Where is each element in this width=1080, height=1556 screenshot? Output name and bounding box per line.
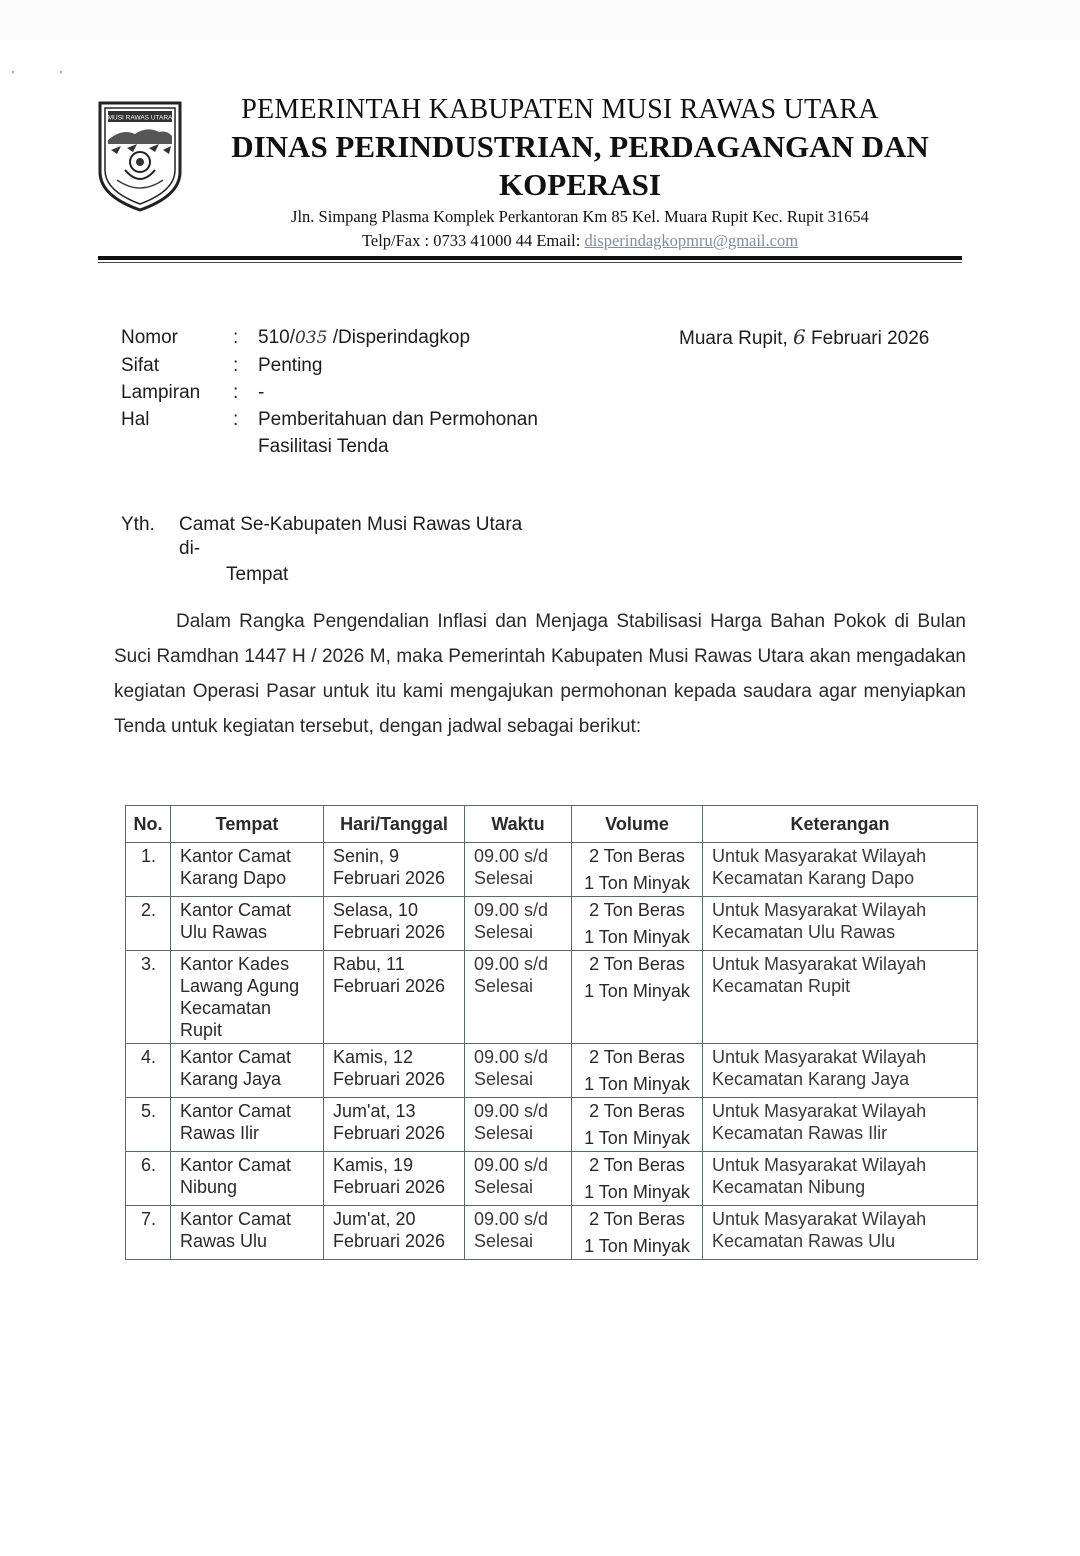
cell-tanggal-line: Februari 2026	[333, 1123, 446, 1143]
hal-value	[258, 406, 598, 460]
cell-volume-line: 1 Ton Minyak	[584, 1128, 690, 1148]
cell-tanggal	[324, 1044, 465, 1098]
cell-waktu-line: 09.00 s/d	[474, 1155, 549, 1175]
meta-row-nomor	[121, 324, 598, 352]
cell-keterangan	[703, 843, 978, 897]
agency-title-line1: DINAS PERINDUSTRIAN, PERDAGANGAN DAN	[231, 129, 929, 164]
cell-tanggal-line: Februari 2026	[333, 868, 446, 888]
cell-waktu-line: Selesai	[474, 922, 534, 942]
cell-keterangan	[703, 897, 978, 951]
nomor-value	[258, 324, 598, 352]
cell-waktu-line: 09.00 s/d	[474, 954, 549, 974]
date-month-year: Februari 2026	[805, 328, 930, 349]
table-row	[126, 1098, 978, 1152]
cell-waktu-line: Selesai	[474, 1123, 534, 1143]
colon: :	[233, 409, 239, 430]
cell-volume-line: 2 Ton Beras	[589, 1209, 685, 1229]
hal-line1: Pemberitahuan dan Permohonan	[258, 409, 538, 430]
table-row	[126, 1044, 978, 1098]
cell-tempat-line: Rupit	[180, 1020, 223, 1040]
cell-keterangan	[703, 1206, 978, 1260]
sifat-value: Penting	[258, 355, 323, 376]
cell-tanggal-line: Kamis, 12	[333, 1047, 414, 1067]
header-hari-tanggal: Hari/Tanggal	[324, 806, 465, 843]
cell-tempat	[171, 1152, 324, 1206]
cell-tanggal-line: Februari 2026	[333, 1177, 446, 1197]
table-header-row	[126, 806, 978, 843]
cell-volume-line: 2 Ton Beras	[589, 900, 685, 920]
cell-tempat	[171, 843, 324, 897]
header-waktu: Waktu	[465, 806, 572, 843]
cell-volume	[572, 897, 703, 951]
cell-waktu-line: Selesai	[474, 868, 534, 888]
cell-keterangan-line: Untuk Masyarakat Wilayah	[712, 1155, 927, 1175]
cell-volume-line: 1 Ton Minyak	[584, 927, 690, 947]
cell-tempat-line: Rawas Ulu	[180, 1231, 268, 1251]
cell-keterangan-line: Untuk Masyarakat Wilayah	[712, 1047, 927, 1067]
cell-waktu-line: Selesai	[474, 1177, 534, 1197]
cell-tempat-line: Kecamatan	[180, 998, 272, 1018]
recipient-name: Camat Se-Kabupaten Musi Rawas Utara	[179, 514, 523, 535]
cell-tanggal-line: Februari 2026	[333, 976, 446, 996]
cell-tanggal	[324, 951, 465, 1044]
cell-tempat-line: Ulu Rawas	[180, 922, 268, 942]
sifat-label: Sifat	[121, 355, 160, 376]
cell-keterangan	[703, 951, 978, 1044]
cell-no: 7.	[126, 1206, 171, 1260]
cell-volume-line: 2 Ton Beras	[589, 1101, 685, 1121]
phone-fax: Telp/Fax : 0733 41000 44 Email:	[361, 231, 585, 250]
recipient-prefix: Yth.	[121, 514, 155, 535]
cell-volume	[572, 843, 703, 897]
cell-no: 4.	[126, 1044, 171, 1098]
body-paragraph	[114, 604, 966, 744]
cell-no: 3.	[126, 951, 171, 1044]
cell-volume	[572, 1152, 703, 1206]
date-place: Muara Rupit,	[679, 328, 794, 349]
cell-waktu-line: 09.00 s/d	[474, 1101, 549, 1121]
cell-volume-line: 2 Ton Beras	[589, 1047, 685, 1067]
cell-no: 5.	[126, 1098, 171, 1152]
cell-keterangan	[703, 1152, 978, 1206]
nomor-suffix: /Disperindagkop	[327, 327, 471, 348]
cell-keterangan	[703, 1044, 978, 1098]
cell-waktu-line: Selesai	[474, 976, 534, 996]
cell-volume-line: 1 Ton Minyak	[584, 981, 690, 1001]
nomor-handwritten: 035	[294, 328, 328, 348]
cell-no: 2.	[126, 897, 171, 951]
cell-volume	[572, 1098, 703, 1152]
cell-volume	[572, 951, 703, 1044]
cell-keterangan-line: Untuk Masyarakat Wilayah	[712, 900, 927, 920]
cell-volume	[572, 1044, 703, 1098]
nomor-prefix: 510/	[258, 327, 295, 348]
cell-waktu	[465, 1152, 572, 1206]
letterhead	[200, 92, 960, 252]
header-no: No.	[126, 806, 171, 843]
cell-volume-line: 2 Ton Beras	[589, 954, 685, 974]
cell-keterangan-line: Kecamatan Ulu Rawas	[712, 922, 896, 942]
cell-waktu-line: 09.00 s/d	[474, 1047, 549, 1067]
table-row	[126, 951, 978, 1044]
scan-speck: '	[60, 70, 62, 81]
hal-line2: Fasilitasi Tenda	[258, 436, 389, 457]
cell-keterangan-line: Untuk Masyarakat Wilayah	[712, 1101, 927, 1121]
contact-line	[200, 230, 960, 252]
cell-tempat-line: Kantor Camat	[180, 900, 292, 920]
letterhead-divider-thick	[98, 256, 962, 260]
cell-tanggal-line: Februari 2026	[333, 1231, 446, 1251]
cell-waktu-line: Selesai	[474, 1231, 534, 1251]
recipient-block	[121, 513, 522, 587]
cell-tempat-line: Karang Jaya	[180, 1069, 282, 1089]
cell-tempat	[171, 1044, 324, 1098]
table-row	[126, 897, 978, 951]
letter-page	[0, 40, 1080, 1556]
cell-keterangan-line: Kecamatan Karang Dapo	[712, 868, 915, 888]
header-volume: Volume	[572, 806, 703, 843]
cell-tempat-line: Karang Dapo	[180, 868, 287, 888]
cell-waktu-line: 09.00 s/d	[474, 900, 549, 920]
cell-tempat	[171, 897, 324, 951]
cell-tanggal	[324, 1098, 465, 1152]
cell-tanggal-line: Kamis, 19	[333, 1155, 414, 1175]
cell-waktu	[465, 897, 572, 951]
hal-label: Hal	[121, 409, 150, 430]
table-row	[126, 1206, 978, 1260]
cell-volume-line: 2 Ton Beras	[589, 1155, 685, 1175]
table-body	[126, 843, 978, 1260]
meta-row-sifat	[121, 352, 598, 379]
letterhead-divider-thin	[98, 262, 962, 263]
cell-tempat	[171, 951, 324, 1044]
cell-tempat-line: Kantor Camat	[180, 1155, 292, 1175]
date-day-handwritten: 6	[793, 325, 806, 349]
lampiran-value: -	[258, 382, 265, 403]
meta-row-hal	[121, 406, 598, 460]
cell-tanggal-line: Februari 2026	[333, 1069, 446, 1089]
email-link[interactable]: disperindagkopmru@gmail.com	[584, 231, 799, 250]
logo-banner-text: MUSI RAWAS UTARA	[107, 114, 173, 122]
recipient-place: Tempat	[226, 564, 289, 585]
cell-tanggal-line: Rabu, 11	[333, 954, 405, 974]
cell-waktu	[465, 1044, 572, 1098]
cell-waktu-line: 09.00 s/d	[474, 846, 549, 866]
cell-volume-line: 1 Ton Minyak	[584, 1074, 690, 1094]
cell-keterangan-line: Untuk Masyarakat Wilayah	[712, 954, 927, 974]
cell-tanggal-line: Selasa, 10	[333, 900, 419, 920]
header-tempat: Tempat	[171, 806, 324, 843]
cell-volume-line: 1 Ton Minyak	[584, 1236, 690, 1256]
cell-keterangan-line: Kecamatan Karang Jaya	[712, 1069, 910, 1089]
cell-volume-line: 1 Ton Minyak	[584, 1182, 690, 1202]
cell-keterangan-line: Kecamatan Rawas Ilir	[712, 1123, 888, 1143]
cell-tempat-line: Nibung	[180, 1177, 238, 1197]
cell-tempat-line: Kantor Camat	[180, 1209, 292, 1229]
cell-volume-line: 1 Ton Minyak	[584, 873, 690, 893]
cell-tanggal-line: Jum'at, 13	[333, 1101, 416, 1121]
cell-tempat-line: Kantor Camat	[180, 1047, 292, 1067]
cell-waktu-line: 09.00 s/d	[474, 1209, 549, 1229]
cell-tanggal-line: Senin, 9	[333, 846, 400, 866]
scan-speck: '	[12, 70, 14, 81]
cell-tanggal-line: Februari 2026	[333, 922, 446, 942]
cell-tempat-line: Rawas Ilir	[180, 1123, 260, 1143]
cell-tanggal-line: Jum'at, 20	[333, 1209, 416, 1229]
cell-keterangan-line: Kecamatan Rawas Ulu	[712, 1231, 896, 1251]
government-title: PEMERINTAH KABUPATEN MUSI RAWAS UTARA	[241, 94, 879, 125]
cell-tempat-line: Lawang Agung	[180, 976, 300, 996]
cell-keterangan	[703, 1098, 978, 1152]
colon: :	[233, 355, 239, 376]
cell-tanggal	[324, 897, 465, 951]
cell-tanggal	[324, 843, 465, 897]
letter-date	[679, 324, 929, 352]
cell-volume-line: 2 Ton Beras	[589, 846, 685, 866]
cell-waktu-line: Selesai	[474, 1069, 534, 1089]
colon: :	[233, 382, 239, 403]
cell-waktu	[465, 843, 572, 897]
cell-waktu	[465, 1098, 572, 1152]
cell-volume	[572, 1206, 703, 1260]
colon: :	[233, 327, 239, 348]
cell-tempat-line: Kantor Camat	[180, 846, 292, 866]
cell-tanggal	[324, 1152, 465, 1206]
cell-keterangan-line: Untuk Masyarakat Wilayah	[712, 846, 927, 866]
cell-tempat-line: Kantor Kades	[180, 954, 290, 974]
cell-keterangan-line: Kecamatan Nibung	[712, 1177, 866, 1197]
cell-keterangan-line: Kecamatan Rupit	[712, 976, 851, 996]
agency-title-line2: KOPERASI	[499, 167, 661, 202]
body-text: Dalam Rangka Pengendalian Inflasi dan Menjaga Stabilisasi Harga Bahan Pokok di Bulan Suci Ramdhan 1447 H / 2026 M, maka Pemerintah Kabupaten Musi Rawas Utara akan mengadakan kegiatan Operasi Pasar untuk itu kami mengajukan permohonan kepada saudara agar menyiapkan Tenda untuk kegiatan tersebut, dengan jadwal sebagai berikut:	[114, 611, 966, 737]
lampiran-label: Lampiran	[121, 382, 201, 403]
cell-no: 6.	[126, 1152, 171, 1206]
recipient-di: di-	[179, 538, 201, 559]
cell-tempat	[171, 1098, 324, 1152]
meta-row-lampiran	[121, 379, 598, 406]
cell-no: 1.	[126, 843, 171, 897]
address: Jln. Simpang Plasma Komplek Perkantoran Km 85 Kel. Muara Rupit Kec. Rupit 31654	[291, 207, 869, 226]
letter-meta	[121, 324, 598, 460]
cell-keterangan-line: Untuk Masyarakat Wilayah	[712, 1209, 927, 1229]
cell-tempat-line: Kantor Camat	[180, 1101, 292, 1121]
cell-tempat	[171, 1206, 324, 1260]
nomor-label: Nomor	[121, 327, 179, 348]
cell-tanggal	[324, 1206, 465, 1260]
cell-waktu	[465, 951, 572, 1044]
header-keterangan: Keterangan	[703, 806, 978, 843]
schedule-table	[125, 805, 978, 1260]
table-row	[126, 843, 978, 897]
table-row	[126, 1152, 978, 1206]
cell-waktu	[465, 1206, 572, 1260]
